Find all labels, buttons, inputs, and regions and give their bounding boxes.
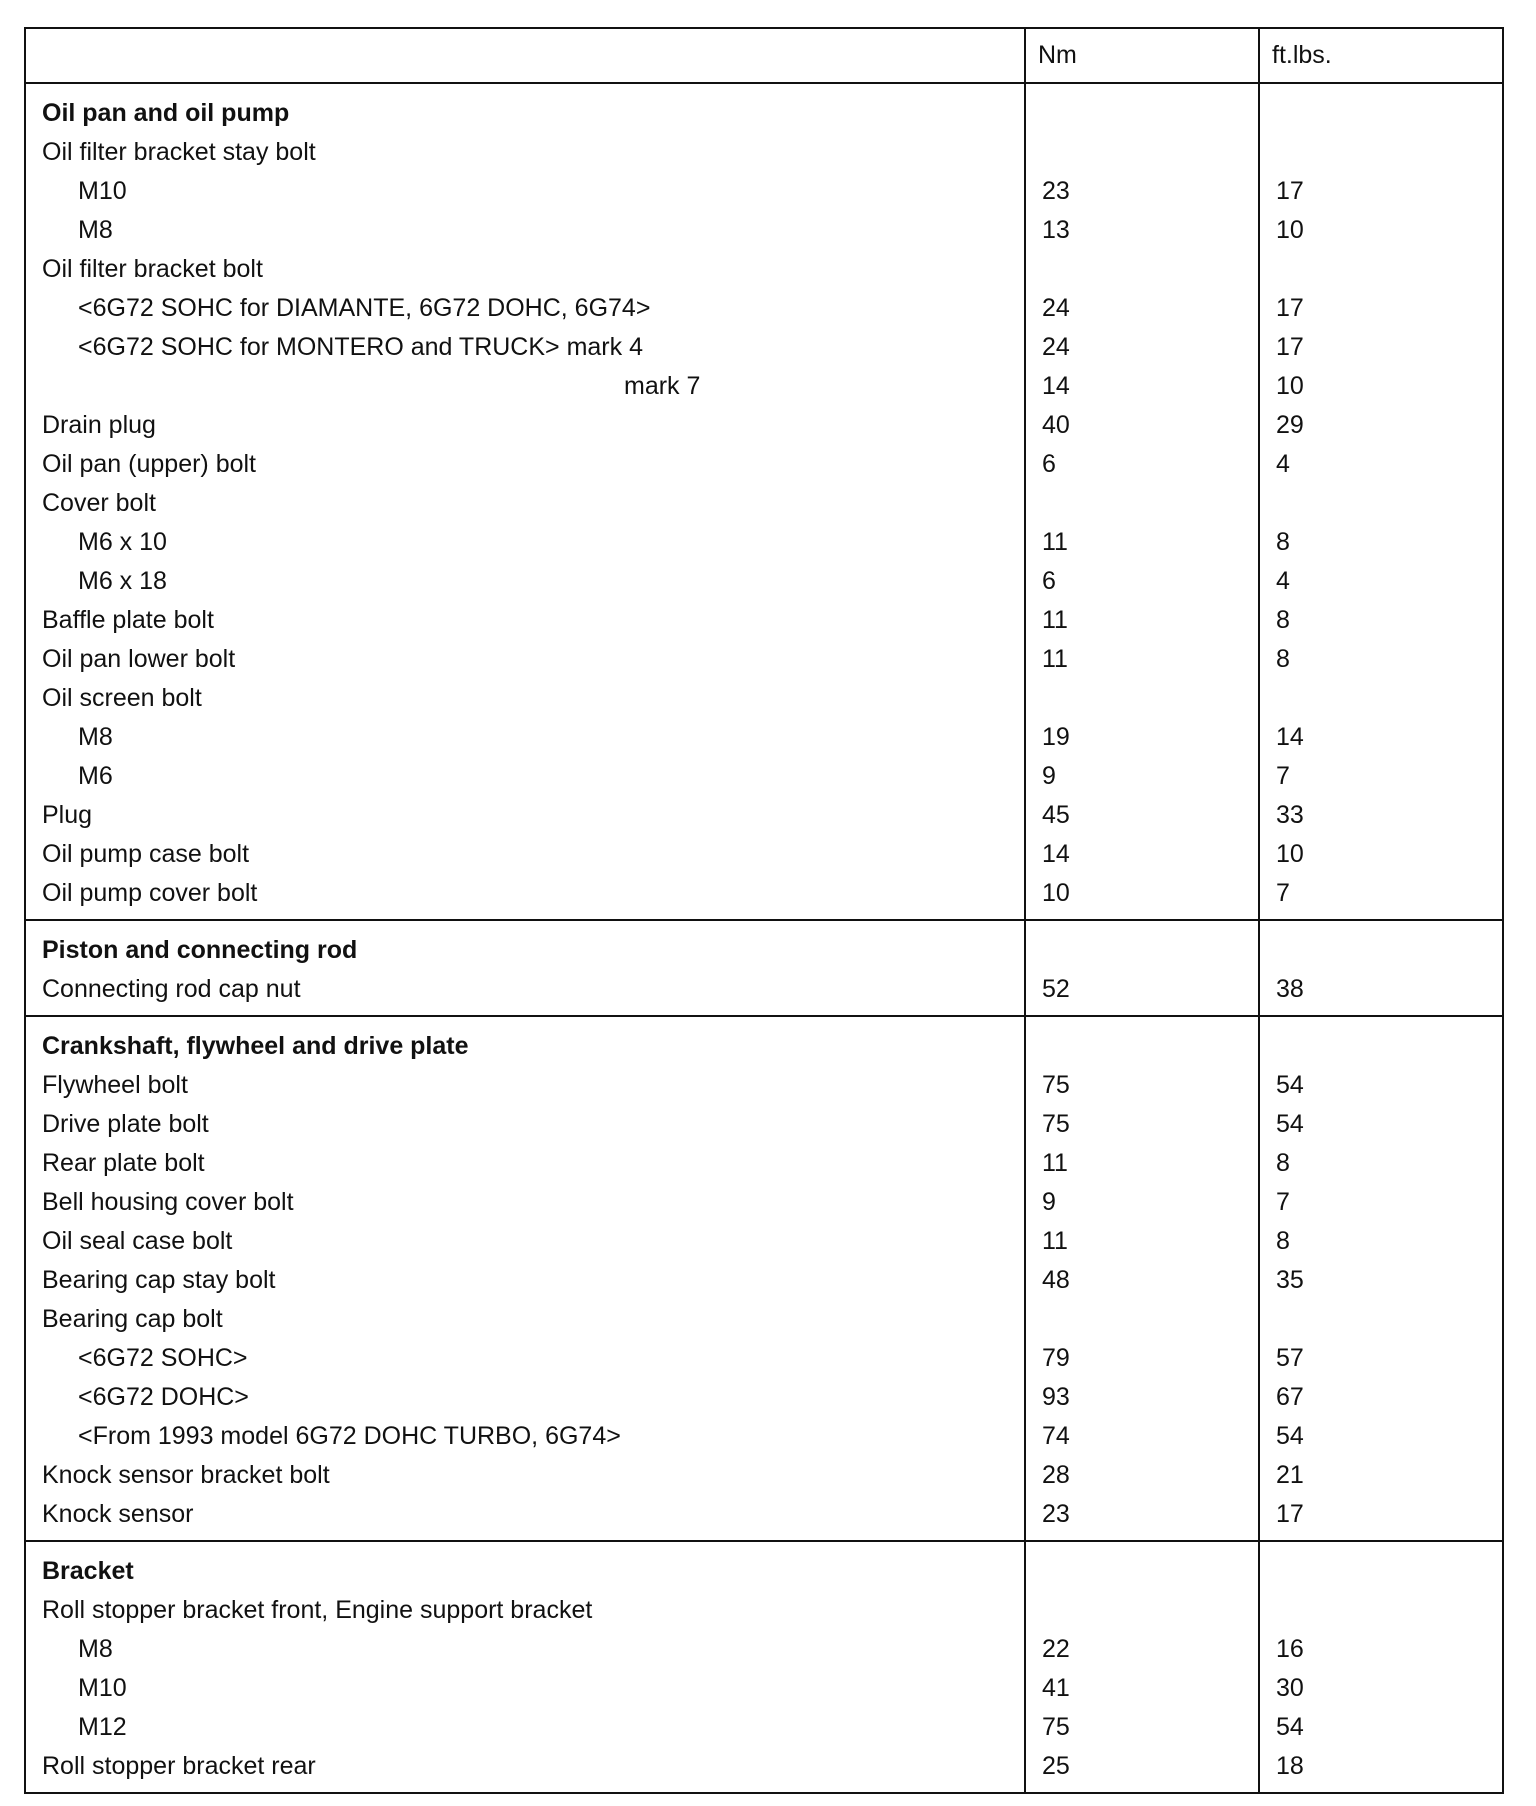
row-label: <6G72 SOHC for MONTERO and TRUCK> mark 4 [25,328,1025,367]
row-nm-value [1025,250,1259,289]
row-nm-value: 24 [1025,328,1259,367]
row-ft-lbs-value: 7 [1259,757,1503,796]
table-row [25,523,1503,562]
table-row [25,1630,1503,1669]
section-title-ft [1259,920,1503,970]
row-ft-lbs-value: 54 [1259,1417,1503,1456]
row-ft-lbs-value: 17 [1259,289,1503,328]
row-label: Knock sensor [25,1495,1025,1541]
row-ft-lbs-value: 10 [1259,367,1503,406]
torque-table [24,27,1504,1794]
table-row [25,970,1503,1016]
row-label: <6G72 SOHC for DIAMANTE, 6G72 DOHC, 6G74> [25,289,1025,328]
row-nm-value: 14 [1025,835,1259,874]
row-label: Drive plate bolt [25,1105,1025,1144]
row-label: Oil pump cover bolt [25,874,1025,920]
row-label: Oil pan (upper) bolt [25,445,1025,484]
table-row [25,367,1503,406]
row-label: Cover bolt [25,484,1025,523]
row-label: Bearing cap bolt [25,1300,1025,1339]
row-nm-value: 10 [1025,874,1259,920]
row-label: <6G72 DOHC> [25,1378,1025,1417]
row-nm-value: 23 [1025,1495,1259,1541]
row-nm-value [1025,133,1259,172]
torque-spec-sheet [24,27,1502,1803]
row-nm-value: 19 [1025,718,1259,757]
section-title-nm [1025,1016,1259,1066]
row-nm-value: 45 [1025,796,1259,835]
section-title-row [25,1541,1503,1591]
table-row [25,1591,1503,1630]
table-row [25,1495,1503,1541]
table-row [25,1417,1503,1456]
table-row [25,1708,1503,1747]
row-label: Roll stopper bracket rear [25,1747,1025,1793]
row-ft-lbs-value: 17 [1259,328,1503,367]
row-label: M6 [25,757,1025,796]
row-label: Bearing cap stay bolt [25,1261,1025,1300]
table-row [25,1300,1503,1339]
row-ft-lbs-value: 30 [1259,1669,1503,1708]
row-label: Oil filter bracket stay bolt [25,133,1025,172]
table-row [25,679,1503,718]
section-title-ft [1259,1016,1503,1066]
row-nm-value: 79 [1025,1339,1259,1378]
row-nm-value: 28 [1025,1456,1259,1495]
table-row [25,796,1503,835]
row-label: Oil pan lower bolt [25,640,1025,679]
row-nm-value: 74 [1025,1417,1259,1456]
row-nm-value [1025,679,1259,718]
table-row [25,1261,1503,1300]
row-label: Baffle plate bolt [25,601,1025,640]
row-nm-value: 24 [1025,289,1259,328]
table-row [25,562,1503,601]
row-label: mark 7 [25,367,1025,406]
table-row [25,1066,1503,1105]
row-label: Drain plug [25,406,1025,445]
section-3 [25,1541,1503,1793]
row-label: <6G72 SOHC> [25,1339,1025,1378]
row-ft-lbs-value [1259,1300,1503,1339]
row-ft-lbs-value: 10 [1259,835,1503,874]
row-ft-lbs-value [1259,679,1503,718]
row-nm-value: 14 [1025,367,1259,406]
row-nm-value: 6 [1025,562,1259,601]
row-ft-lbs-value: 7 [1259,1183,1503,1222]
row-label: <From 1993 model 6G72 DOHC TURBO, 6G74> [25,1417,1025,1456]
table-row [25,1144,1503,1183]
row-label: M8 [25,211,1025,250]
row-ft-lbs-value [1259,484,1503,523]
row-nm-value: 93 [1025,1378,1259,1417]
section-title-ft [1259,1541,1503,1591]
table-row [25,328,1503,367]
row-ft-lbs-value: 18 [1259,1747,1503,1793]
row-ft-lbs-value [1259,133,1503,172]
table-row [25,718,1503,757]
row-nm-value: 25 [1025,1747,1259,1793]
row-label: Oil seal case bolt [25,1222,1025,1261]
section-title-row [25,1016,1503,1066]
row-ft-lbs-value: 17 [1259,1495,1503,1541]
row-label: Oil screen bolt [25,679,1025,718]
row-label: M8 [25,718,1025,757]
header-nm: Nm [1025,28,1259,83]
row-nm-value: 75 [1025,1105,1259,1144]
table-row [25,601,1503,640]
row-ft-lbs-value: 67 [1259,1378,1503,1417]
row-label: Rear plate bolt [25,1144,1025,1183]
row-ft-lbs-value [1259,250,1503,289]
row-label: M6 x 18 [25,562,1025,601]
row-label: M6 x 10 [25,523,1025,562]
section-1 [25,920,1503,1016]
row-label: Connecting rod cap nut [25,970,1025,1016]
section-0 [25,83,1503,920]
row-ft-lbs-value: 38 [1259,970,1503,1016]
row-label: Roll stopper bracket front, Engine support bracket [25,1591,1025,1630]
row-nm-value: 41 [1025,1669,1259,1708]
row-label: Bell housing cover bolt [25,1183,1025,1222]
row-label: M12 [25,1708,1025,1747]
row-ft-lbs-value: 54 [1259,1066,1503,1105]
header-description [25,28,1025,83]
table-row [25,1747,1503,1793]
row-label: Oil pump case bolt [25,835,1025,874]
section-title: Piston and connecting rod [25,920,1025,970]
table-row [25,1456,1503,1495]
row-nm-value: 40 [1025,406,1259,445]
table-row [25,874,1503,920]
row-ft-lbs-value: 57 [1259,1339,1503,1378]
section-title: Bracket [25,1541,1025,1591]
row-nm-value [1025,1591,1259,1630]
row-label: M8 [25,1630,1025,1669]
header-ft-lbs: ft.lbs. [1259,28,1503,83]
row-nm-value: 23 [1025,172,1259,211]
row-ft-lbs-value: 7 [1259,874,1503,920]
row-ft-lbs-value: 21 [1259,1456,1503,1495]
section-2 [25,1016,1503,1541]
row-nm-value: 11 [1025,601,1259,640]
row-ft-lbs-value: 4 [1259,445,1503,484]
table-header [25,28,1503,83]
table-row [25,1669,1503,1708]
section-title-ft [1259,83,1503,133]
row-nm-value: 13 [1025,211,1259,250]
row-ft-lbs-value: 8 [1259,640,1503,679]
row-ft-lbs-value: 10 [1259,211,1503,250]
table-row [25,835,1503,874]
row-nm-value: 75 [1025,1708,1259,1747]
table-row [25,406,1503,445]
row-label: Knock sensor bracket bolt [25,1456,1025,1495]
row-ft-lbs-value: 8 [1259,1144,1503,1183]
row-label: Oil filter bracket bolt [25,250,1025,289]
table-row [25,757,1503,796]
row-ft-lbs-value: 4 [1259,562,1503,601]
row-nm-value: 9 [1025,1183,1259,1222]
section-title-nm [1025,920,1259,970]
row-label: Plug [25,796,1025,835]
table-row [25,484,1503,523]
row-nm-value: 11 [1025,640,1259,679]
table-row [25,1183,1503,1222]
row-ft-lbs-value [1259,1591,1503,1630]
row-ft-lbs-value: 17 [1259,172,1503,211]
row-label: M10 [25,172,1025,211]
table-row [25,250,1503,289]
table-row [25,1378,1503,1417]
row-label: Flywheel bolt [25,1066,1025,1105]
row-nm-value: 52 [1025,970,1259,1016]
section-title: Oil pan and oil pump [25,83,1025,133]
table-row [25,640,1503,679]
row-ft-lbs-value: 8 [1259,601,1503,640]
table-row [25,445,1503,484]
section-title-row [25,920,1503,970]
row-ft-lbs-value: 54 [1259,1105,1503,1144]
table-row [25,133,1503,172]
table-row [25,1105,1503,1144]
table-row [25,289,1503,328]
section-title-row [25,83,1503,133]
row-ft-lbs-value: 33 [1259,796,1503,835]
table-row [25,1222,1503,1261]
row-nm-value: 11 [1025,1222,1259,1261]
row-nm-value: 11 [1025,523,1259,562]
row-ft-lbs-value: 8 [1259,523,1503,562]
section-title-nm [1025,83,1259,133]
row-nm-value: 48 [1025,1261,1259,1300]
section-title-nm [1025,1541,1259,1591]
section-title: Crankshaft, flywheel and drive plate [25,1016,1025,1066]
row-nm-value [1025,484,1259,523]
row-nm-value: 11 [1025,1144,1259,1183]
row-nm-value [1025,1300,1259,1339]
row-nm-value: 22 [1025,1630,1259,1669]
row-ft-lbs-value: 14 [1259,718,1503,757]
table-row [25,211,1503,250]
row-ft-lbs-value: 29 [1259,406,1503,445]
row-label: M10 [25,1669,1025,1708]
table-row [25,1339,1503,1378]
table-row [25,172,1503,211]
row-nm-value: 6 [1025,445,1259,484]
row-ft-lbs-value: 16 [1259,1630,1503,1669]
row-ft-lbs-value: 8 [1259,1222,1503,1261]
row-nm-value: 9 [1025,757,1259,796]
row-nm-value: 75 [1025,1066,1259,1105]
row-ft-lbs-value: 35 [1259,1261,1503,1300]
row-ft-lbs-value: 54 [1259,1708,1503,1747]
